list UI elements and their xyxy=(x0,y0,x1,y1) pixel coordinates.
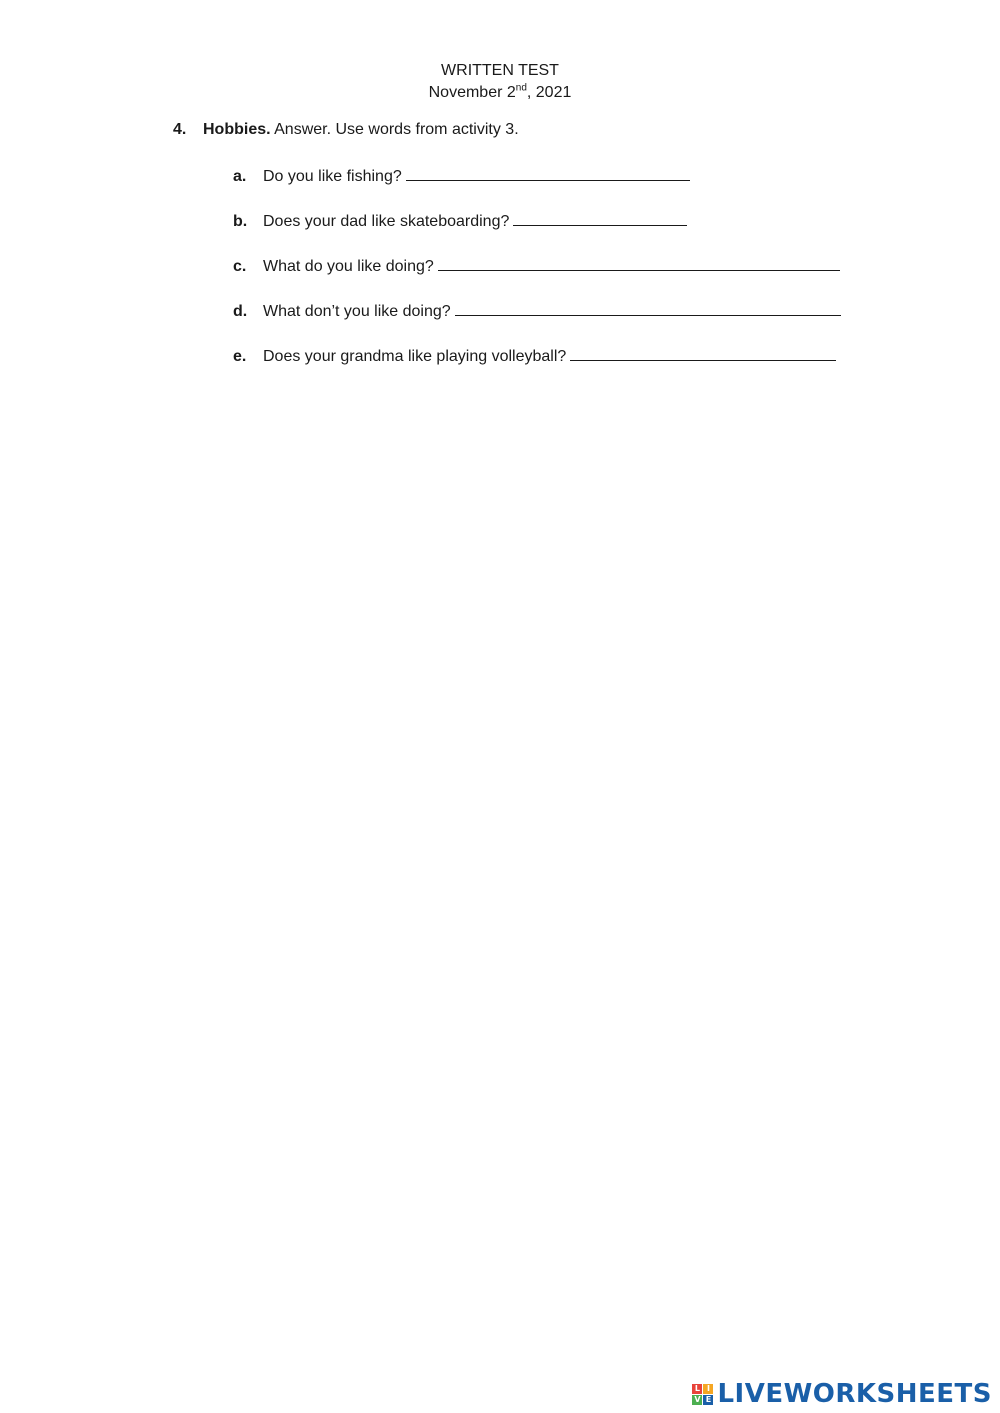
answer-line[interactable] xyxy=(570,344,836,361)
liveworksheets-logo-icon xyxy=(692,1384,713,1405)
logo-tile: L xyxy=(692,1384,702,1394)
liveworksheets-watermark xyxy=(692,1379,992,1409)
watermark-text: LIVEWORKSHEETS xyxy=(717,1379,992,1409)
item-question: Does your grandma like playing volleyball? xyxy=(263,348,567,365)
answer-line[interactable] xyxy=(438,254,840,271)
question-topic: Hobbies. xyxy=(203,121,271,138)
list-item xyxy=(233,164,690,188)
question-heading xyxy=(173,119,519,141)
logo-tile: I xyxy=(703,1384,713,1394)
item-letter: e. xyxy=(233,348,247,365)
item-letter: c. xyxy=(233,258,247,275)
answer-line[interactable] xyxy=(455,299,841,316)
list-item xyxy=(233,299,841,323)
list-item xyxy=(233,209,687,233)
list-item xyxy=(233,344,836,368)
item-letter: d. xyxy=(233,303,248,320)
logo-tile: E xyxy=(703,1395,713,1405)
item-letter: a. xyxy=(233,168,247,185)
question-number: 4. xyxy=(173,121,187,138)
date-year: , 2021 xyxy=(526,84,572,101)
question-instruction: Answer. Use words from activity 3. xyxy=(270,121,519,138)
item-letter: b. xyxy=(233,213,248,230)
item-question: Do you like fishing? xyxy=(263,168,402,185)
answer-line[interactable] xyxy=(513,209,687,226)
test-date xyxy=(0,82,1000,104)
item-question: What do you like doing? xyxy=(263,258,434,275)
list-item xyxy=(233,254,840,278)
logo-tile: V xyxy=(694,1394,701,1404)
item-question: Does your dad like skateboarding? xyxy=(263,213,510,230)
item-question: What don’t you like doing? xyxy=(263,303,451,320)
page-title xyxy=(0,60,1000,82)
date-main: November 2 xyxy=(428,84,516,101)
answer-line[interactable] xyxy=(406,164,690,181)
date-suffix: nd xyxy=(515,82,527,94)
title-text: WRITTEN TEST xyxy=(441,62,559,79)
